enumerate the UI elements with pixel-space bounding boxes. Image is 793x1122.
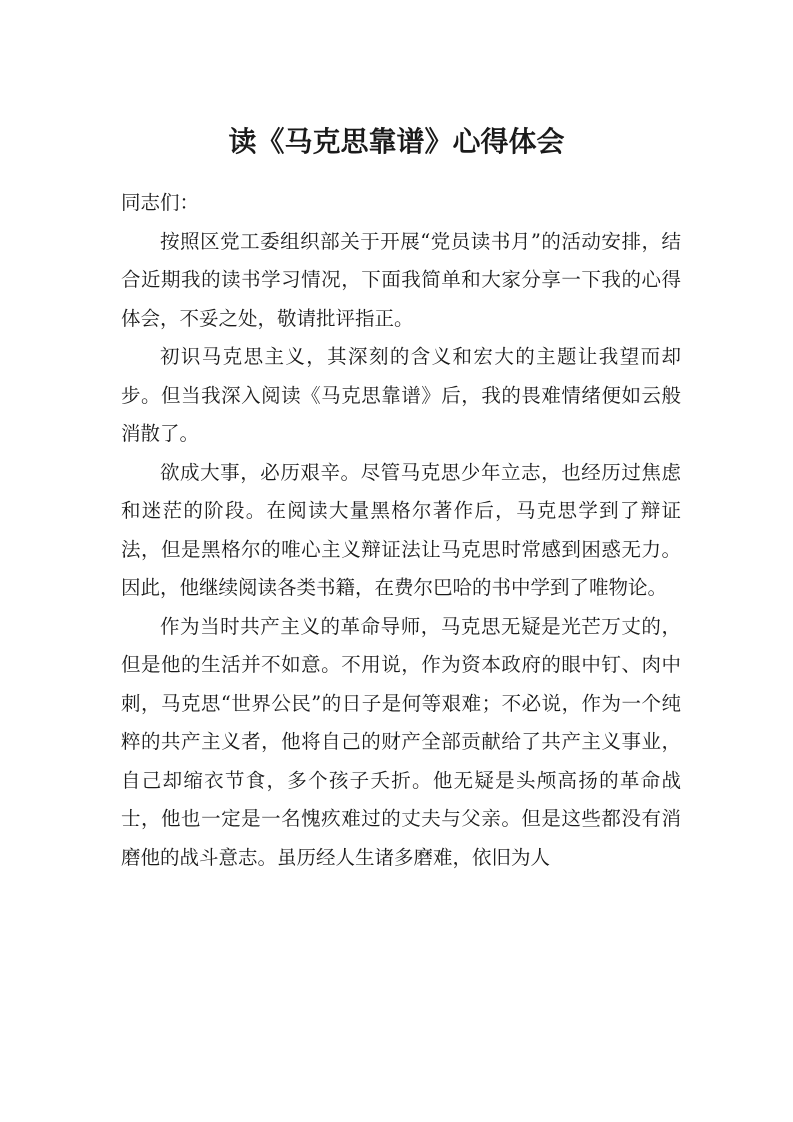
paragraph-3: 欲成大事，必历艰辛。尽管马克思少年立志，也经历过焦虑和迷茫的阶段。在阅读大量黑格尔著作后，马克思学到了辩证法，但是黑格尔的唯心主义辩证法让马克思时常感到困惑无力。因此，他继续阅读各类书籍，在费尔巴哈的书中学到了唯物论。 [121, 460, 681, 599]
paragraph-1: 按照区党工委组织部关于开展“党员读书月”的活动安排，结合近期我的读书学习情况，下面我简单和大家分享一下我的心得体会，不妥之处，敬请批评指正。 [121, 229, 681, 330]
document-title: 读《马克思靠谱》心得体会 [228, 125, 565, 158]
salutation: 同志们： [121, 191, 200, 214]
paragraph-2: 初识马克思主义，其深刻的含义和宏大的主题让我望而却步。但当我深入阅读《马克思靠谱》后，我的畏难情绪便如云般消散了。 [121, 345, 681, 445]
document-body [121, 184, 681, 877]
paragraph-4: 作为当时共产主义的革命导师，马克思无疑是光芒万丈的，但是他的生活并不如意。不用说，作为资本政府的眼中钉、肉中刺，马克思“世界公民”的日子是何等艰难；不必说，作为一个纯粹的共产主义者，他将自己的财产全部贡献给了共产主义事业，自己却缩衣节食，多个孩子夭折。他无疑是头颅高扬的革命战士，他也一定是一名愧疚难过的丈夫与父亲。但是这些都没有消磨他的战斗意志。虽历经人生诸多磨难，依旧为人 [121, 614, 681, 869]
